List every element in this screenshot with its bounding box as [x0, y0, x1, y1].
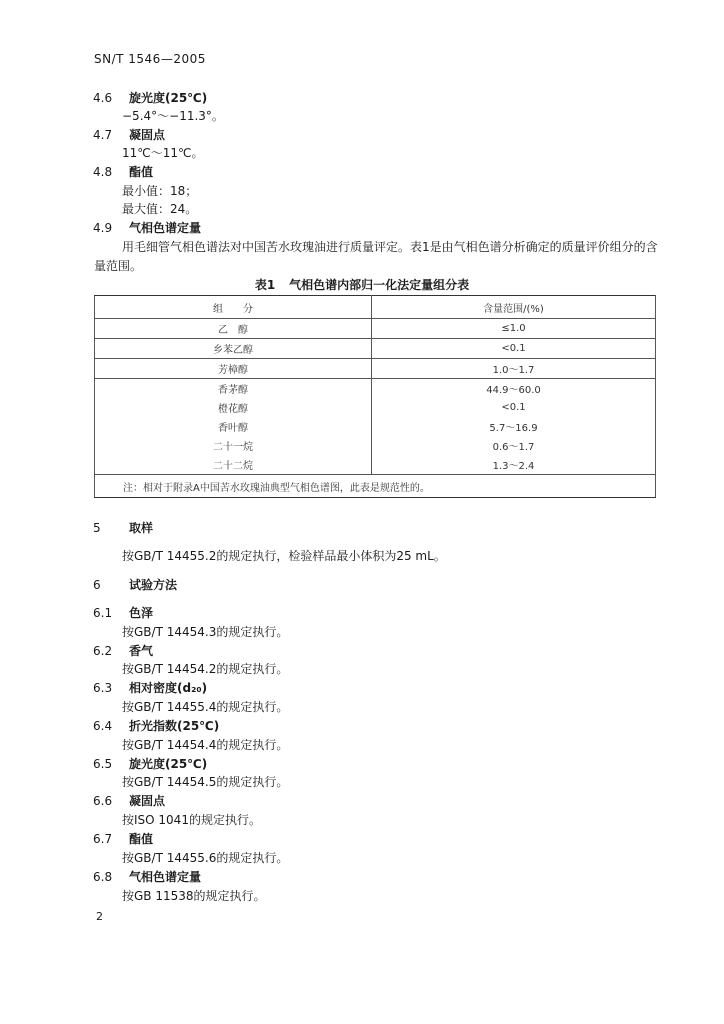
composition-table [94, 295, 656, 498]
table-row: 二十一烷 0.6～1.7 [95, 436, 656, 455]
heading-4-8: 4.8 酯值 [93, 165, 154, 179]
page-number: 2 [96, 910, 103, 923]
column-header-range: 含量范围/(%) [372, 296, 656, 319]
heading-6-8: 6.8 气相色谱定量 [93, 870, 202, 884]
body-4-8-max: 最大值：24。 [122, 202, 198, 216]
body-6-3: 按GB/T 14455.4的规定执行。 [122, 700, 289, 714]
heading-6-5: 6.5 旋光度(25℃) [93, 757, 208, 771]
heading-6-6: 6.6 凝固点 [93, 794, 166, 808]
body-4-9: 用毛细管气相色谱法对中国苦水玫瑰油进行质量评定。表1是由气相色谱分析确定的质量评价组分的含量范围。 [94, 240, 658, 273]
table-row: 橙花醇 <0.1 [95, 398, 656, 417]
body-6-6: 按ISO 1041的规定执行。 [122, 813, 261, 827]
heading-4-6: 4.6 旋光度(25℃) [93, 91, 208, 105]
table-header-row [95, 296, 656, 319]
table-row: 香叶醇 5.7～16.9 [95, 417, 656, 436]
table-note: 注：相对于附录A中国苦水玫瑰油典型气相色谱图，此表是规范性的。 [95, 475, 656, 498]
heading-4-9: 4.9 气相色谱定量 [93, 221, 202, 235]
body-6-8: 按GB 11538的规定执行。 [122, 889, 266, 903]
body-6-1: 按GB/T 14454.3的规定执行。 [122, 625, 289, 639]
table-caption: 表1 气相色谱内部归一化法定量组分表 [254, 278, 470, 292]
table-row: 乡苯乙醇 <0.1 [95, 339, 656, 359]
standard-header: SN/T 1546—2005 [94, 52, 206, 66]
body-6-4: 按GB/T 14454.4的规定执行。 [122, 738, 289, 752]
heading-5: 5 取样 [93, 521, 154, 535]
heading-6-3: 6.3 相对密度(d₂₀) [93, 681, 208, 695]
table-row: 乙 醇 ≤1.0 [95, 319, 656, 339]
column-header-component: 组 分 [95, 296, 372, 319]
heading-6-2: 6.2 香气 [93, 644, 154, 658]
heading-6-1: 6.1 色泽 [93, 606, 154, 620]
table-row: 二十二烷 1.3～2.4 [95, 455, 656, 475]
body-4-7: 11℃～11℃。 [122, 146, 204, 160]
body-4-8-min: 最小值：18； [122, 184, 198, 198]
body-6-5: 按GB/T 14454.5的规定执行。 [122, 775, 289, 789]
body-6-2: 按GB/T 14454.2的规定执行。 [122, 662, 289, 676]
heading-6: 6 试验方法 [93, 578, 178, 592]
table-row: 芳樟醇 1.0～1.7 [95, 359, 656, 379]
body-4-6: −5.4°～−11.3°。 [122, 109, 224, 123]
heading-6-7: 6.7 酯值 [93, 832, 154, 846]
body-5: 按GB/T 14455.2的规定执行，检验样品最小体积为25 mL。 [122, 549, 446, 563]
heading-6-4: 6.4 折光指数(25℃) [93, 719, 220, 733]
table-note-row [95, 475, 656, 498]
body-6-7: 按GB/T 14455.6的规定执行。 [122, 851, 289, 865]
heading-4-7: 4.7 凝固点 [93, 128, 166, 142]
table-row: 香茅醇 44.9～60.0 [95, 379, 656, 399]
